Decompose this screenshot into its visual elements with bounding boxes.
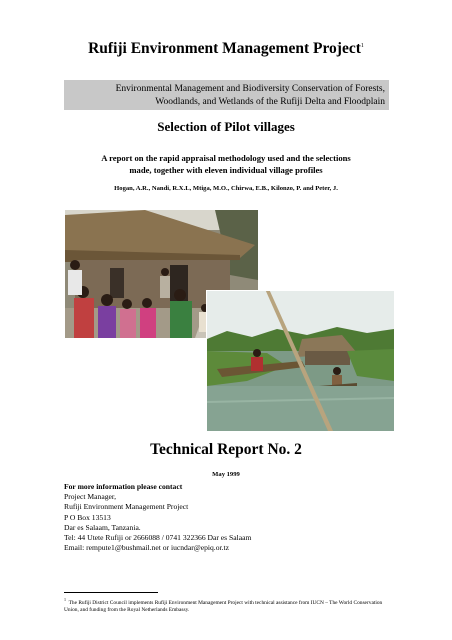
report-date: May 1999: [212, 471, 240, 478]
footnote-divider: [64, 592, 158, 593]
contact-phone: Tel: 44 Utete Rufiji or 2666088 / 0741 322366 Dar es Salaam: [64, 533, 252, 543]
contact-line: Project Manager,: [64, 492, 116, 502]
footnote-text: The Rufiji District Council implements Rufiji Environment Management Project with technical assistance from IUCN – The World Conservation Union, and funding from the Royal Netherlands Embassy.: [64, 599, 383, 614]
authors: Hogan, A.R., Nandi, R.X.L, Mtiga, M.O., Chirwa, E.B., Kilonzo, P. and Peter, J.: [114, 185, 338, 192]
programme-line-2: Woodlands, and Wetlands of the Rufiji Delta and Floodplain: [155, 96, 385, 107]
contact-heading: For more information please contact: [64, 482, 183, 491]
contact-line: P O Box 13513: [64, 512, 111, 522]
report-subtitle: Selection of Pilot villages: [157, 119, 295, 134]
contact-email: Email: rempute1@bushmail.net or iucndar@epiq.or.tz: [64, 543, 229, 553]
report-description: A report on the rapid appraisal methodology used and the selections made, together with eleven individual village profiles: [101, 153, 351, 175]
contact-line: Dar es Salaam, Tanzania.: [64, 522, 141, 532]
footnote: [64, 596, 394, 615]
wetland-photo: [206, 290, 394, 431]
project-title: Rufiji Environment Management Project$^1$: [88, 40, 364, 57]
footnote-marker: 1: [64, 597, 66, 602]
contact-line: Rufiji Environment Management Project: [64, 502, 189, 512]
programme-line-1: Environmental Management and Biodiversity Conservation of Forests,: [115, 84, 385, 94]
technical-report-number: Technical Report No. 2: [150, 441, 302, 458]
programme-box: [64, 80, 389, 110]
footnote-marker: 1: [360, 42, 364, 49]
contact-block: [64, 482, 251, 553]
